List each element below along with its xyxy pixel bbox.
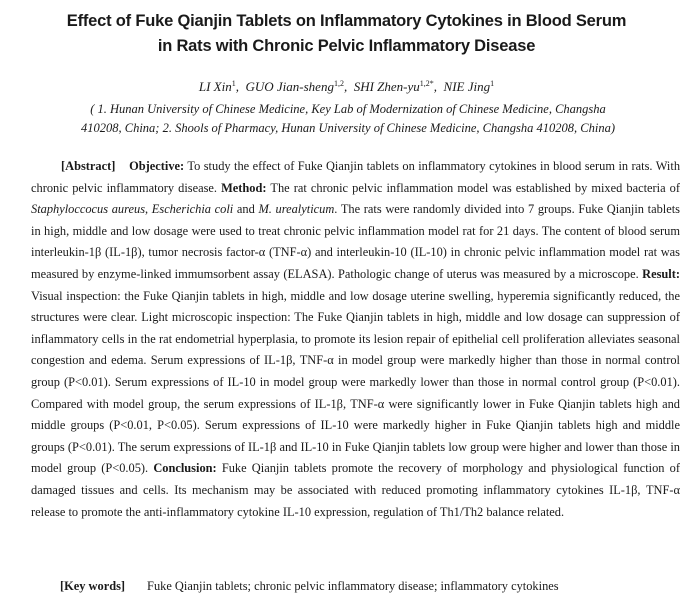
conclusion-text: Fuke Qianjin tablets promote the recovery of morphology and physiological function of damaged tissues and cells. Its mechanism may be associated with reduced promoting inflammatory cytokines IL-1β, TNF-α release to promote the anti-inflammatory cytokine IL-10 expression, regulation of Th1/Th2 balance related.	[31, 461, 680, 519]
separator-text: ,	[145, 202, 152, 217]
author-affiliation-mark: 1,2*	[419, 79, 434, 88]
author-affiliation-mark: 1	[490, 79, 495, 88]
result-label: Result:	[642, 266, 680, 281]
objective-text: To study the effect of Fuke Qianjin tablets on inflammatory cytokines in blood serum in rats. With chronic pelvic inflammatory disease.	[31, 159, 681, 195]
result-text: Visual inspection: the Fuke Qianjin tablets in high, middle and low dosage uterine swelling, hyperemia significantly reduced, the structures were clear. Light microscopic inspection: The Fuke Qianjin tablets in high, middle and low dosage can suppression of inflammatory cells in the rat endometrial hyperplasia, to promote its lesion repair of epithelial cell proliferation alleviates seasonal congestion and edema. Serum expressions of IL-1β, TNF-α in model group were markedly higher than those in normal control group (P<0.01). Serum expressions of IL-10 in model group were markedly lower than those in normal control group (P<0.01). Compared with model group, the serum expressions of IL-1β, TNF-α were significantly lower in Fuke Qianjin tablets high and middle groups (P<0.01, P<0.05). Serum expressions of IL-10 were markedly higher in Fuke Qianjin tablets high and middle groups (P<0.01). The serum expressions of IL-1β and IL-10 in Fuke Qianjin tablets low group were higher and lower than those in model group (P<0.05).	[31, 288, 680, 476]
title-line-2: in Rats with Chronic Pelvic Inflammatory Disease	[157, 37, 536, 55]
author-name: LI Xin	[198, 79, 232, 94]
author-affiliation-mark: 1	[231, 79, 236, 88]
bacteria-name: Staphyloccocus aureus	[31, 202, 146, 217]
author-name: SHI Zhen-yu	[353, 79, 420, 94]
title-line-1: Effect of Fuke Qianjin Tablets on Inflammatory Cytokines in Blood Serum	[66, 12, 627, 30]
conclusion-label: Conclusion:	[153, 461, 217, 476]
keywords-label: [Key words]	[60, 579, 126, 593]
author-name: GUO Jian-sheng	[245, 79, 334, 94]
abstract-paragraph	[31, 156, 680, 523]
bacteria-name: M. urealyticum	[258, 202, 335, 217]
affiliation-line-2: 410208, China; 2. Shools of Pharmacy, Hunan University of Chinese Medicine, Changsha 410208, China)	[81, 121, 615, 135]
bacteria-name: Escherichia coli	[151, 202, 234, 217]
separator-text: and	[233, 202, 259, 217]
method-label: Method:	[221, 180, 267, 195]
method-text: The rat chronic pelvic inflammation model was established by mixed bacteria of	[266, 180, 681, 195]
author-name: NIE Jing	[443, 79, 491, 94]
paper-title	[0, 9, 693, 59]
author-list: LI Xin$^1$, GUO Jian-sheng$^{1,2}$, SHI Zhen-$yu^{1,2*}$, NIE Jing$^1$	[198, 79, 495, 94]
affiliation-line-1: ( 1. Hunan University of Chinese Medicine, Key Lab of Modernization of Chinese Medicine, Changsha	[90, 102, 606, 116]
keywords-text: Fuke Qianjin tablets; chronic pelvic inflammatory disease; inflammatory cytokines	[147, 579, 559, 593]
author-affiliation-mark: 1,2	[333, 79, 344, 88]
objective-label: Objective:	[129, 159, 185, 173]
abstract-label: [Abstract]	[61, 159, 116, 173]
affiliations	[28, 100, 668, 138]
method-text-continued: . The rats were randomly divided into 7 groups. Fuke Qianjin tablets in high, middle and low dosage were used to treat chronic pelvic inflammation model rat for 21 days. The content of blood serum interleukin-1β (IL-1β), tumor necrosis factor-α (TNF-α) and interleukin-10 (IL-10) in chronic pelvic inflammation model rat was measured by enzyme-linked immumsorbent assay (ELASA). Pathologic change of uterus was measured by a microscope.	[31, 202, 680, 281]
keywords	[60, 577, 559, 595]
